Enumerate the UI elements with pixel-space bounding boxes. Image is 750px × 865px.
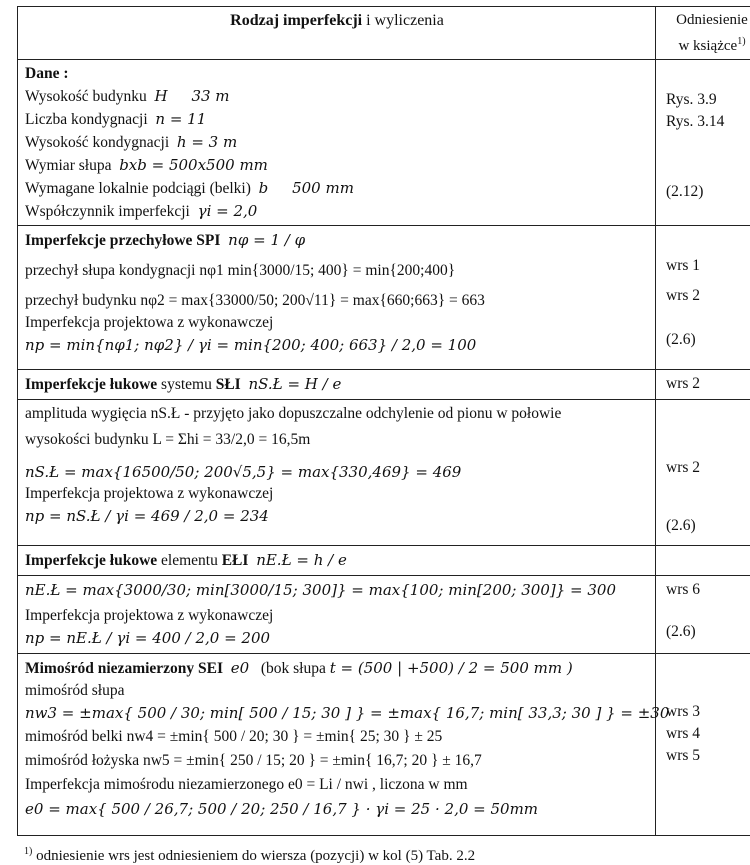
sli-line: amplituda wygięcia nS.Ł - przyjęto jako dopuszczalne odchylenie od pionu w połowie bbox=[25, 403, 649, 425]
dane-row: Wysokość budynku H 33 m bbox=[25, 85, 649, 108]
footnote-text: odniesienie wrs jest odniesieniem do wiersza (pozycji) w kol (5) Tab. 2.2 bbox=[32, 848, 475, 864]
eli-line: nE.Ł = max{3000/30; min[3000/15; 300]} = max{100; min[200; 300]} = 300 bbox=[25, 579, 649, 601]
eli-title-cell: Imperfekcje łukowe elementu EŁI nE.Ł = h / e bbox=[18, 546, 656, 576]
sei-line: mimośród łożyska nw5 = ±min{ 250 / 15; 20 } = ±min{ 16,7; 20 } ± 16,7 bbox=[25, 750, 649, 772]
spi-line: przechył słupa kondygnacji nφ1 min{3000/15; 400} = min{200;400} bbox=[25, 260, 649, 282]
ref: (2.6) bbox=[666, 515, 750, 537]
header-col2-line1: Odniesienie bbox=[666, 10, 750, 31]
sei-title: Mimośród niezamierzony SEI bbox=[25, 660, 223, 677]
sli-line: wysokości budynku L = Σhi = 33/2,0 = 16,5m bbox=[25, 429, 649, 451]
sli-title-cell: Imperfekcje łukowe systemu SŁI nS.Ł = H / e bbox=[18, 370, 656, 400]
eli-content bbox=[18, 576, 656, 654]
section-sei bbox=[18, 654, 750, 836]
ref: wrs 1 bbox=[666, 255, 750, 277]
sli-line: Imperfekcja projektowa z wykonawczej bbox=[25, 483, 649, 505]
sei-line: mimośród słupa bbox=[25, 680, 649, 702]
sei-line: nw3 = ±max{ 500 / 30; min[ 500 / 15; 30 ] } = ±max{ 16,7; min[ 33,3; 30 ] } = ±30 bbox=[25, 702, 649, 724]
section-spi bbox=[18, 226, 750, 370]
eli-line: np = nE.Ł / γi = 400 / 2,0 = 200 bbox=[25, 627, 649, 649]
spi-line: przechył budynku nφ2 = max{33000/50; 200√11} = max{660;663} = 663 bbox=[25, 290, 649, 312]
footnote bbox=[24, 843, 475, 865]
header-col1-rest: i wyliczenia bbox=[362, 12, 444, 29]
ref: wrs 4 bbox=[666, 723, 750, 745]
ref: wrs 3 bbox=[666, 701, 750, 723]
header-col2 bbox=[656, 7, 750, 60]
eli-title-formula: nE.Ł = h / e bbox=[256, 551, 347, 569]
imperfections-table bbox=[17, 6, 750, 836]
section-dane bbox=[18, 60, 750, 226]
sli-content bbox=[18, 400, 656, 546]
eli-title-ref bbox=[656, 546, 750, 576]
dane-content bbox=[18, 60, 656, 226]
sli-title-ref bbox=[656, 370, 750, 400]
spi-title-formula: nφ = 1 / φ bbox=[228, 231, 305, 249]
section-eli-header bbox=[18, 546, 750, 576]
spi-refs bbox=[656, 226, 750, 370]
dane-row: Wymagane lokalnie podciągi (belki) b 500 mm bbox=[25, 177, 649, 200]
footnote-mark: 1) bbox=[24, 846, 32, 857]
header-col1 bbox=[18, 7, 656, 60]
sli-line: np = nS.Ł / γi = 469 / 2,0 = 234 bbox=[25, 505, 649, 527]
ref: wrs 2 bbox=[666, 285, 750, 307]
eli-line: Imperfekcja projektowa z wykonawczej bbox=[25, 605, 649, 627]
header-col2-line2: w książce bbox=[678, 38, 737, 54]
sli-refs bbox=[656, 400, 750, 546]
section-sli-header bbox=[18, 370, 750, 400]
dane-row: Wymiar słupa bxb = 500x500 mm bbox=[25, 154, 649, 177]
header-col2-sup: 1) bbox=[737, 36, 745, 47]
spi-title: Imperfekcje przechyłowe SPI bbox=[25, 232, 220, 249]
dane-row: Liczba kondygnacji n = 11 bbox=[25, 108, 649, 131]
dane-refs bbox=[656, 60, 750, 226]
ref: Rys. 3.14 bbox=[666, 111, 750, 133]
sei-line: e0 = max{ 500 / 26,7; 500 / 20; 250 / 16,7 } · γi = 25 · 2,0 = 50mm bbox=[25, 798, 649, 820]
dane-title: Dane : bbox=[25, 65, 68, 82]
header-col1-bold: Rodzaj imperfekcji bbox=[230, 12, 362, 29]
sei-line: Imperfekcja mimośrodu niezamierzonego e0 = Li / nwi , liczona w mm bbox=[25, 774, 649, 796]
dane-row: Wysokość kondygnacji h = 3 m bbox=[25, 131, 649, 154]
ref: wrs 2 bbox=[666, 373, 750, 395]
spi-line: np = min{nφ1; nφ2} / γi = min{200; 400; 663} / 2,0 = 100 bbox=[25, 334, 649, 356]
sli-line: nS.Ł = max{16500/50; 200√5,5} = max{330,469} = 469 bbox=[25, 461, 649, 483]
sli-title-formula: nS.Ł = H / e bbox=[248, 375, 341, 393]
section-eli-body bbox=[18, 576, 750, 654]
dane-row: Współczynnik imperfekcji γi = 2,0 bbox=[25, 200, 649, 223]
section-sli-body bbox=[18, 400, 750, 546]
spi-line: Imperfekcja projektowa z wykonawczej bbox=[25, 312, 649, 334]
table-header-row bbox=[18, 7, 750, 60]
ref: wrs 2 bbox=[666, 457, 750, 479]
ref: wrs 6 bbox=[666, 579, 750, 601]
spi-content bbox=[18, 226, 656, 370]
ref: Rys. 3.9 bbox=[666, 89, 750, 111]
ref: (2.12) bbox=[666, 181, 750, 203]
sei-content: Mimośród niezamierzony SEI e0 (bok słupa t = (500 | +500) / 2 = 500 mm ) mimośród słupa nw3 = ±max{ 500 / 30; min[ 500 / 15; 30 ] } = ±max{ 16,7; min[ 33,3; 30 ] } = ±30 mimośród belki nw4 = ±min{ 500 / 20; 30 } = ±min{ 25; 30 } ± 25 mimośród łożyska nw5 = ±min{ 250 / 15; 20 } = ±min{ 16,7; 20 } ± 16,7 Imperfekcja mimośrodu niezamierzonego e0 = Li / nwi , liczona w mm e0 = max{ 500 / 26,7; 500 / 20; 250 / 16,7 } · γi = 25 · 2,0 = 50mm bbox=[18, 654, 656, 836]
eli-refs bbox=[656, 576, 750, 654]
ref: wrs 5 bbox=[666, 745, 750, 767]
sei-line: mimośród belki nw4 = ±min{ 500 / 20; 30 } = ±min{ 25; 30 } ± 25 bbox=[25, 726, 649, 748]
ref: (2.6) bbox=[666, 329, 750, 351]
ref: (2.6) bbox=[666, 621, 750, 643]
sei-refs bbox=[656, 654, 750, 836]
